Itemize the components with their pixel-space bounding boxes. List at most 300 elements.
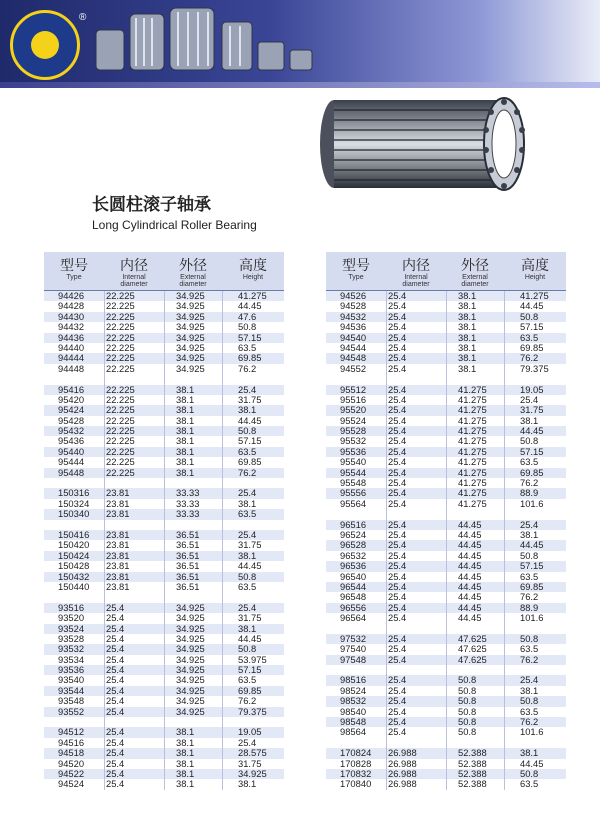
cell-external-diameter: 52.388	[458, 768, 487, 779]
cell-external-diameter: 38.1	[458, 301, 477, 312]
cell-internal-diameter: 25.4	[388, 633, 407, 644]
cell-height: 76.2	[520, 353, 539, 364]
cell-internal-diameter: 22.225	[106, 311, 135, 322]
cell-internal-diameter: 25.4	[388, 519, 407, 530]
cell-type: 94522	[58, 768, 85, 779]
cell-height: 25.4	[238, 384, 257, 395]
col-height-header	[222, 252, 284, 290]
cell-internal-diameter: 25.4	[106, 633, 125, 644]
cell-external-diameter: 47.625	[458, 644, 487, 655]
cell-height: 44.45	[520, 758, 544, 769]
cell-height: 63.5	[238, 342, 257, 353]
cell-type: 94426	[58, 291, 85, 301]
cell-height: 63.5	[520, 457, 539, 468]
cell-height: 31.75	[238, 394, 262, 405]
cell-type: 95548	[340, 478, 367, 489]
cell-internal-diameter: 25.4	[388, 291, 407, 301]
cell-external-diameter: 34.925	[176, 623, 205, 634]
cell-type: 95424	[58, 405, 85, 416]
col-external-header	[446, 252, 504, 290]
cell-type: 94540	[340, 332, 367, 343]
cell-type: 97548	[340, 654, 367, 665]
cell-external-diameter: 38.1	[458, 291, 477, 301]
cell-height: 50.8	[520, 633, 539, 644]
cell-internal-diameter: 25.4	[388, 394, 407, 405]
cell-height: 101.6	[520, 727, 544, 738]
cell-height: 79.375	[238, 706, 267, 717]
cell-internal-diameter: 25.4	[388, 675, 407, 686]
cell-external-diameter: 36.51	[176, 581, 200, 592]
cell-type: 96548	[340, 592, 367, 603]
col-external-header	[164, 252, 222, 290]
cell-external-diameter: 41.275	[458, 394, 487, 405]
cell-internal-diameter: 25.4	[106, 768, 125, 779]
cell-external-diameter: 41.275	[458, 415, 487, 426]
cell-type: 95540	[340, 457, 367, 468]
cell-type: 95416	[58, 384, 85, 395]
cell-height: 88.9	[520, 488, 539, 499]
cell-internal-diameter: 25.4	[388, 488, 407, 499]
cell-height: 25.4	[520, 519, 539, 530]
cell-internal-diameter: 23.81	[106, 581, 130, 592]
cell-internal-diameter: 25.4	[388, 478, 407, 489]
cell-internal-diameter: 25.4	[388, 426, 407, 437]
cell-height: 69.85	[238, 685, 262, 696]
cell-internal-diameter: 22.225	[106, 405, 135, 416]
cell-external-diameter: 34.925	[176, 311, 205, 322]
cell-external-diameter: 34.925	[176, 675, 205, 686]
cell-external-diameter: 41.275	[458, 384, 487, 395]
col-internal-en2: diameter	[402, 281, 430, 288]
cell-type: 96544	[340, 581, 367, 592]
cell-internal-diameter: 25.4	[388, 685, 407, 696]
cell-external-diameter: 34.925	[176, 602, 205, 613]
cell-external-diameter: 33.33	[176, 509, 200, 520]
cell-height: 44.45	[238, 561, 262, 572]
cell-type: 150428	[58, 561, 90, 572]
cell-internal-diameter: 22.225	[106, 342, 135, 353]
cell-height: 50.8	[520, 436, 539, 447]
cell-external-diameter: 41.275	[458, 426, 487, 437]
cell-height: 57.15	[520, 446, 544, 457]
cell-external-diameter: 38.1	[176, 405, 195, 416]
cell-type: 96524	[340, 529, 367, 540]
cell-height: 25.4	[238, 737, 257, 748]
cell-external-diameter: 41.275	[458, 488, 487, 499]
cell-type: 98564	[340, 727, 367, 738]
spec-table-right	[326, 252, 566, 790]
cell-type: 96556	[340, 602, 367, 613]
cell-external-diameter: 38.1	[176, 415, 195, 426]
cell-internal-diameter: 25.4	[106, 727, 125, 738]
cell-external-diameter: 38.1	[176, 394, 195, 405]
cell-internal-diameter: 22.225	[106, 436, 135, 447]
cell-external-diameter: 41.275	[458, 405, 487, 416]
cell-internal-diameter: 25.4	[388, 561, 407, 572]
cell-type: 95448	[58, 467, 85, 478]
cell-height: 50.8	[238, 426, 257, 437]
cell-type: 98548	[340, 717, 367, 728]
cell-external-diameter: 50.8	[458, 706, 477, 717]
cell-type: 93548	[58, 696, 85, 707]
table-body	[44, 291, 284, 790]
cell-external-diameter: 44.45	[458, 550, 482, 561]
cell-external-diameter: 34.925	[176, 665, 205, 676]
cell-internal-diameter: 25.4	[388, 384, 407, 395]
cell-external-diameter: 44.45	[458, 571, 482, 582]
cell-internal-diameter: 25.4	[388, 467, 407, 478]
cell-type: 93528	[58, 633, 85, 644]
cell-height: 88.9	[520, 602, 539, 613]
cell-external-diameter: 44.45	[458, 613, 482, 624]
col-type-en: Type	[66, 274, 82, 281]
col-height-cn: 高度	[521, 258, 549, 274]
cell-external-diameter: 34.925	[176, 332, 205, 343]
cell-height: 38.1	[238, 779, 257, 790]
cell-type: 150420	[58, 540, 90, 551]
cell-height: 38.1	[520, 748, 539, 759]
cell-height: 31.75	[238, 758, 262, 769]
cell-type: 170828	[340, 758, 372, 769]
cell-type: 93534	[58, 654, 85, 665]
cell-type: 94432	[58, 322, 85, 333]
cell-height: 63.5	[238, 509, 257, 520]
cell-type: 95432	[58, 426, 85, 437]
cell-internal-diameter: 25.4	[388, 353, 407, 364]
col-internal-header	[386, 252, 446, 290]
cell-internal-diameter: 25.4	[106, 737, 125, 748]
cell-internal-diameter: 25.4	[388, 529, 407, 540]
cell-type: 93552	[58, 706, 85, 717]
cell-height: 76.2	[238, 467, 257, 478]
cell-internal-diameter: 26.988	[388, 758, 417, 769]
cell-type: 93540	[58, 675, 85, 686]
cell-internal-diameter: 25.4	[388, 696, 407, 707]
col-internal-cn: 内径	[120, 258, 148, 274]
col-external-en	[164, 274, 222, 288]
cell-type: 98532	[340, 696, 367, 707]
cell-internal-diameter: 23.81	[106, 571, 130, 582]
cell-internal-diameter: 22.225	[106, 415, 135, 426]
cell-height: 76.2	[520, 654, 539, 665]
column-divider	[104, 291, 105, 790]
cell-type: 94520	[58, 758, 85, 769]
col-height-en: Height	[242, 274, 264, 281]
cell-internal-diameter: 25.4	[106, 665, 125, 676]
cell-internal-diameter: 25.4	[388, 540, 407, 551]
cell-external-diameter: 34.925	[176, 633, 205, 644]
cell-external-diameter: 38.1	[176, 384, 195, 395]
cell-height: 57.15	[520, 561, 544, 572]
col-type-header	[326, 252, 386, 290]
cell-type: 95512	[340, 384, 367, 395]
col-internal-en2: diameter	[120, 281, 148, 288]
cell-height: 41.275	[520, 291, 549, 301]
cell-internal-diameter: 25.4	[106, 602, 125, 613]
cell-internal-diameter: 25.4	[106, 675, 125, 686]
cell-external-diameter: 44.45	[458, 540, 482, 551]
cell-type: 96536	[340, 561, 367, 572]
cell-height: 63.5	[520, 779, 539, 790]
cell-external-diameter: 36.51	[176, 561, 200, 572]
cell-external-diameter: 44.45	[458, 602, 482, 613]
cell-height: 44.45	[520, 301, 544, 312]
cell-type: 95528	[340, 426, 367, 437]
cell-internal-diameter: 22.225	[106, 353, 135, 364]
cell-external-diameter: 38.1	[458, 311, 477, 322]
col-height-header	[504, 252, 566, 290]
cell-height: 28.575	[238, 748, 267, 759]
cell-height: 101.6	[520, 613, 544, 624]
cell-type: 93516	[58, 602, 85, 613]
cell-type: 95520	[340, 405, 367, 416]
cell-height: 76.2	[520, 478, 539, 489]
cell-type: 94524	[58, 779, 85, 790]
cell-internal-diameter: 25.4	[388, 498, 407, 509]
col-internal-en1: Internal	[122, 274, 146, 281]
cell-height: 38.1	[238, 623, 257, 634]
cell-external-diameter: 38.1	[458, 363, 477, 374]
col-internal-header	[104, 252, 164, 290]
cell-internal-diameter: 26.988	[388, 779, 417, 790]
cell-height: 38.1	[520, 529, 539, 540]
cell-type: 94430	[58, 311, 85, 322]
column-divider	[222, 291, 223, 790]
col-external-en1: External	[180, 274, 206, 281]
col-height-cn: 高度	[239, 258, 267, 274]
cell-height: 44.45	[520, 426, 544, 437]
title-chinese: 长圆柱滚子轴承	[92, 195, 211, 215]
cell-height: 69.85	[238, 353, 262, 364]
col-external-en	[446, 274, 504, 288]
column-divider	[446, 291, 447, 790]
cell-height: 76.2	[238, 363, 257, 374]
cell-internal-diameter: 22.225	[106, 467, 135, 478]
cell-external-diameter: 36.51	[176, 529, 200, 540]
cell-internal-diameter: 22.225	[106, 426, 135, 437]
cell-height: 44.45	[520, 540, 544, 551]
cell-height: 76.2	[520, 592, 539, 603]
table-body	[326, 291, 566, 790]
cell-external-diameter: 33.33	[176, 498, 200, 509]
cell-internal-diameter: 23.81	[106, 529, 130, 540]
cell-external-diameter: 38.1	[176, 457, 195, 468]
cell-type: 150424	[58, 550, 90, 561]
cell-type: 93536	[58, 665, 85, 676]
cell-internal-diameter: 23.81	[106, 550, 130, 561]
cell-internal-diameter: 22.225	[106, 332, 135, 343]
cell-height: 44.45	[238, 301, 262, 312]
cell-internal-diameter: 22.225	[106, 363, 135, 374]
cell-type: 95524	[340, 415, 367, 426]
company-logo	[10, 10, 80, 80]
cell-type: 95516	[340, 394, 367, 405]
cell-height: 50.8	[520, 550, 539, 561]
cell-type: 96528	[340, 540, 367, 551]
cell-external-diameter: 47.625	[458, 654, 487, 665]
cell-height: 38.1	[520, 685, 539, 696]
col-external-cn: 外径	[179, 258, 207, 274]
col-internal-en	[386, 274, 446, 288]
cell-height: 25.4	[238, 602, 257, 613]
cell-external-diameter: 38.1	[176, 446, 195, 457]
cell-external-diameter: 34.925	[176, 291, 205, 301]
cell-internal-diameter: 25.4	[388, 342, 407, 353]
cell-type: 95440	[58, 446, 85, 457]
cell-internal-diameter: 26.988	[388, 748, 417, 759]
cell-external-diameter: 50.8	[458, 727, 477, 738]
cell-internal-diameter: 25.4	[388, 717, 407, 728]
header-stripe	[0, 82, 600, 88]
cell-external-diameter: 34.925	[176, 696, 205, 707]
cell-type: 150416	[58, 529, 90, 540]
cell-internal-diameter: 22.225	[106, 394, 135, 405]
cell-type: 94444	[58, 353, 85, 364]
cell-internal-diameter: 25.4	[388, 706, 407, 717]
col-internal-en1: Internal	[404, 274, 428, 281]
cell-internal-diameter: 25.4	[106, 758, 125, 769]
cell-height: 63.5	[238, 581, 257, 592]
cell-height: 79.375	[520, 363, 549, 374]
cell-external-diameter: 38.1	[176, 748, 195, 759]
cell-type: 98524	[340, 685, 367, 696]
cell-internal-diameter: 25.4	[388, 446, 407, 457]
cell-type: 94528	[340, 301, 367, 312]
cell-type: 93520	[58, 613, 85, 624]
cell-internal-diameter: 25.4	[106, 644, 125, 655]
col-external-en1: External	[462, 274, 488, 281]
cell-external-diameter: 50.8	[458, 717, 477, 728]
cell-height: 38.1	[238, 550, 257, 561]
cell-external-diameter: 44.45	[458, 519, 482, 530]
cell-height: 69.85	[520, 342, 544, 353]
cell-internal-diameter: 23.81	[106, 488, 130, 499]
cell-external-diameter: 36.51	[176, 571, 200, 582]
cell-type: 95532	[340, 436, 367, 447]
column-divider	[386, 291, 387, 790]
cell-height: 44.45	[238, 633, 262, 644]
cell-internal-diameter: 25.4	[388, 613, 407, 624]
cell-height: 44.45	[238, 415, 262, 426]
cell-external-diameter: 50.8	[458, 696, 477, 707]
cell-external-diameter: 38.1	[176, 727, 195, 738]
cell-type: 93532	[58, 644, 85, 655]
cell-internal-diameter: 25.4	[106, 779, 125, 790]
cell-internal-diameter: 22.225	[106, 322, 135, 333]
col-type-cn: 型号	[60, 258, 88, 274]
cell-internal-diameter: 25.4	[106, 623, 125, 634]
cell-external-diameter: 34.925	[176, 353, 205, 364]
cell-type: 94548	[340, 353, 367, 364]
cell-height: 31.75	[238, 540, 262, 551]
cell-height: 50.8	[520, 696, 539, 707]
cell-type: 150324	[58, 498, 90, 509]
cell-external-diameter: 52.388	[458, 748, 487, 759]
cell-height: 47.6	[238, 311, 257, 322]
cell-type: 170824	[340, 748, 372, 759]
cell-external-diameter: 41.275	[458, 467, 487, 478]
cell-height: 69.85	[520, 467, 544, 478]
cell-external-diameter: 38.1	[458, 353, 477, 364]
col-external-en2: diameter	[179, 281, 207, 288]
cell-type: 94512	[58, 727, 85, 738]
cell-external-diameter: 38.1	[176, 426, 195, 437]
cell-height: 69.85	[520, 581, 544, 592]
cell-internal-diameter: 25.4	[388, 581, 407, 592]
cell-type: 94536	[340, 322, 367, 333]
cell-internal-diameter: 25.4	[388, 654, 407, 665]
cell-type: 95428	[58, 415, 85, 426]
cell-external-diameter: 34.925	[176, 301, 205, 312]
col-type-header	[44, 252, 104, 290]
registered-mark: ®	[79, 12, 87, 23]
cell-height: 57.15	[520, 322, 544, 333]
cell-height: 57.15	[238, 436, 262, 447]
cell-external-diameter: 41.275	[458, 478, 487, 489]
cell-internal-diameter: 25.4	[388, 727, 407, 738]
cell-internal-diameter: 25.4	[388, 550, 407, 561]
cell-type: 95420	[58, 394, 85, 405]
roller-bearing-photo	[312, 92, 537, 197]
column-divider	[164, 291, 165, 790]
cell-external-diameter: 34.925	[176, 706, 205, 717]
cell-type: 94428	[58, 301, 85, 312]
cell-internal-diameter: 22.225	[106, 291, 135, 301]
cell-external-diameter: 44.45	[458, 581, 482, 592]
cell-height: 50.8	[238, 644, 257, 655]
cell-internal-diameter: 22.225	[106, 301, 135, 312]
cell-external-diameter: 50.8	[458, 685, 477, 696]
cell-internal-diameter: 25.4	[106, 685, 125, 696]
cell-type: 150316	[58, 488, 90, 499]
cell-internal-diameter: 25.4	[388, 322, 407, 333]
cell-height: 53.975	[238, 654, 267, 665]
cell-type: 93524	[58, 623, 85, 634]
col-internal-en	[104, 274, 164, 288]
cell-type: 95544	[340, 467, 367, 478]
col-height-en: Height	[524, 274, 546, 281]
cell-height: 101.6	[520, 498, 544, 509]
cell-height: 41.275	[238, 291, 267, 301]
cell-type: 95436	[58, 436, 85, 447]
table-header	[326, 252, 566, 291]
cell-height: 63.5	[520, 706, 539, 717]
cell-height: 63.5	[520, 571, 539, 582]
col-external-cn: 外径	[461, 258, 489, 274]
cell-type: 94518	[58, 748, 85, 759]
cell-external-diameter: 38.1	[176, 737, 195, 748]
cell-height: 31.75	[520, 405, 544, 416]
cell-height: 25.4	[520, 675, 539, 686]
cell-external-diameter: 41.275	[458, 498, 487, 509]
title-english: Long Cylindrical Roller Bearing	[92, 218, 257, 232]
cell-height: 38.1	[520, 415, 539, 426]
cell-height: 25.4	[520, 394, 539, 405]
cell-type: 94448	[58, 363, 85, 374]
cell-type: 98516	[340, 675, 367, 686]
cell-type: 94532	[340, 311, 367, 322]
cell-external-diameter: 33.33	[176, 488, 200, 499]
cell-external-diameter: 36.51	[176, 550, 200, 561]
cell-height: 76.2	[520, 717, 539, 728]
cell-external-diameter: 44.45	[458, 561, 482, 572]
cell-height: 31.75	[238, 613, 262, 624]
spec-table-left	[44, 252, 284, 790]
cell-type: 150440	[58, 581, 90, 592]
cell-external-diameter: 41.275	[458, 457, 487, 468]
cell-type: 94436	[58, 332, 85, 343]
cell-external-diameter: 34.925	[176, 685, 205, 696]
